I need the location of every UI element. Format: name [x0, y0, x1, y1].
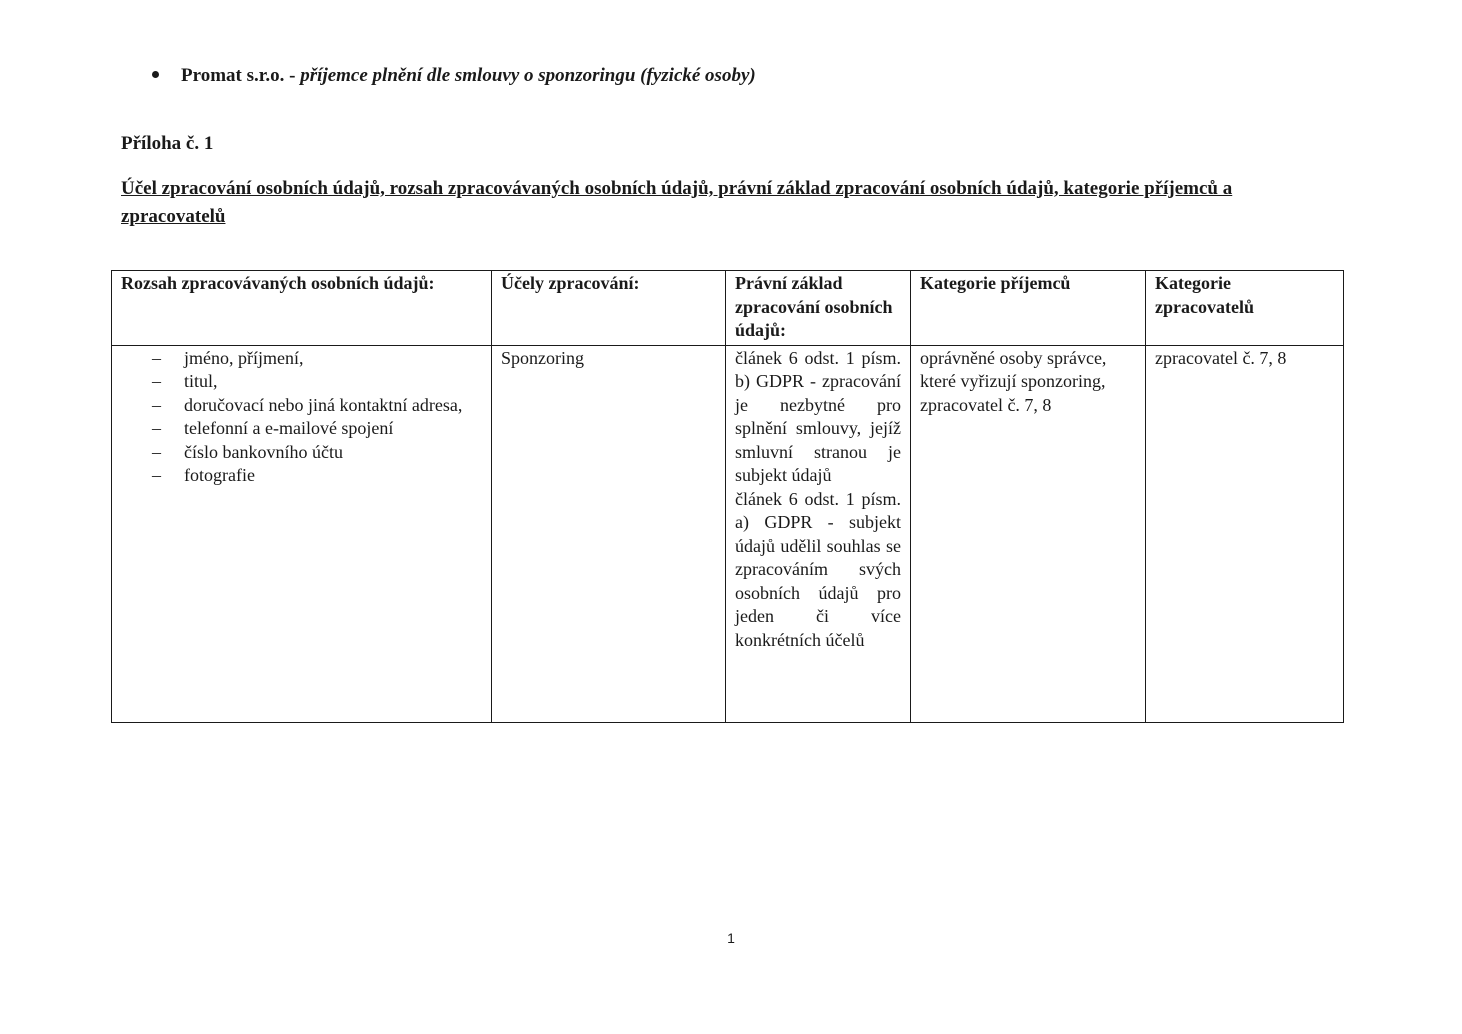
bullet-item	[152, 62, 756, 90]
bullet-dot-icon	[152, 71, 159, 78]
header-purposes: Účely zpracování:	[492, 271, 726, 346]
header-scope: Rozsah zpracovávaných osobních údajů:	[112, 271, 492, 346]
processors-cell: zpracovatel č. 7, 8	[1146, 345, 1344, 722]
scope-cell	[112, 345, 492, 722]
recipients-cell: oprávněné osoby správce, které vyřizují sponzoring, zpracovatel č. 7, 8	[911, 345, 1146, 722]
dash-icon: –	[152, 418, 161, 438]
table-row	[112, 345, 1344, 722]
page-number: 1	[727, 930, 735, 946]
dash-icon: –	[152, 371, 161, 391]
legal-basis-contract: článek 6 odst. 1 písm. b) GDPR - zpracování je nezbytné pro splnění smlouvy, jejíž smluvní stranou je subjekt údajů	[735, 347, 901, 485]
list-item: – číslo bankovního účtu	[121, 441, 482, 465]
company-name: Promat s.r.o. -	[181, 65, 296, 86]
dash-icon: –	[152, 394, 161, 415]
list-item: – telefonní a e-mailové spojení	[121, 417, 482, 441]
recipient-role: příjemce plnění dle smlouvy o sponzoringu (fyzické osoby)	[300, 65, 756, 86]
annex-title: Příloha č. 1	[121, 133, 214, 154]
list-item: – fotografie	[121, 464, 482, 488]
processing-table	[111, 270, 1344, 723]
scope-list	[121, 347, 482, 488]
list-item: – titul,	[121, 370, 482, 394]
dash-icon: –	[152, 347, 161, 368]
legal-basis-consent: článek 6 odst. 1 písm. a) GDPR - subjekt údajů udělil souhlas se zpracováním svých osobních údajů pro jeden či více konkrétních účelů	[735, 488, 901, 650]
list-item: – doručovací nebo jiná kontaktní adresa,	[121, 394, 482, 418]
dash-icon: –	[152, 465, 161, 485]
dash-icon: –	[152, 441, 161, 462]
header-legal-basis: Právní základ zpracování osobních údajů:	[726, 271, 911, 346]
table-header-row	[112, 271, 1344, 346]
legal-basis-cell	[726, 345, 911, 722]
purpose-cell: Sponzoring	[492, 345, 726, 722]
list-item: – jméno, příjmení,	[121, 347, 482, 371]
header-recipients: Kategorie příjemců	[911, 271, 1146, 346]
purpose-heading: Účel zpracování osobních údajů, rozsah zpracovávaných osobních údajů, právní základ zpracování osobních údajů, kategorie příjemců a zpracovatelů	[121, 178, 1233, 227]
header-processors: Kategorie zpracovatelů	[1146, 271, 1344, 346]
